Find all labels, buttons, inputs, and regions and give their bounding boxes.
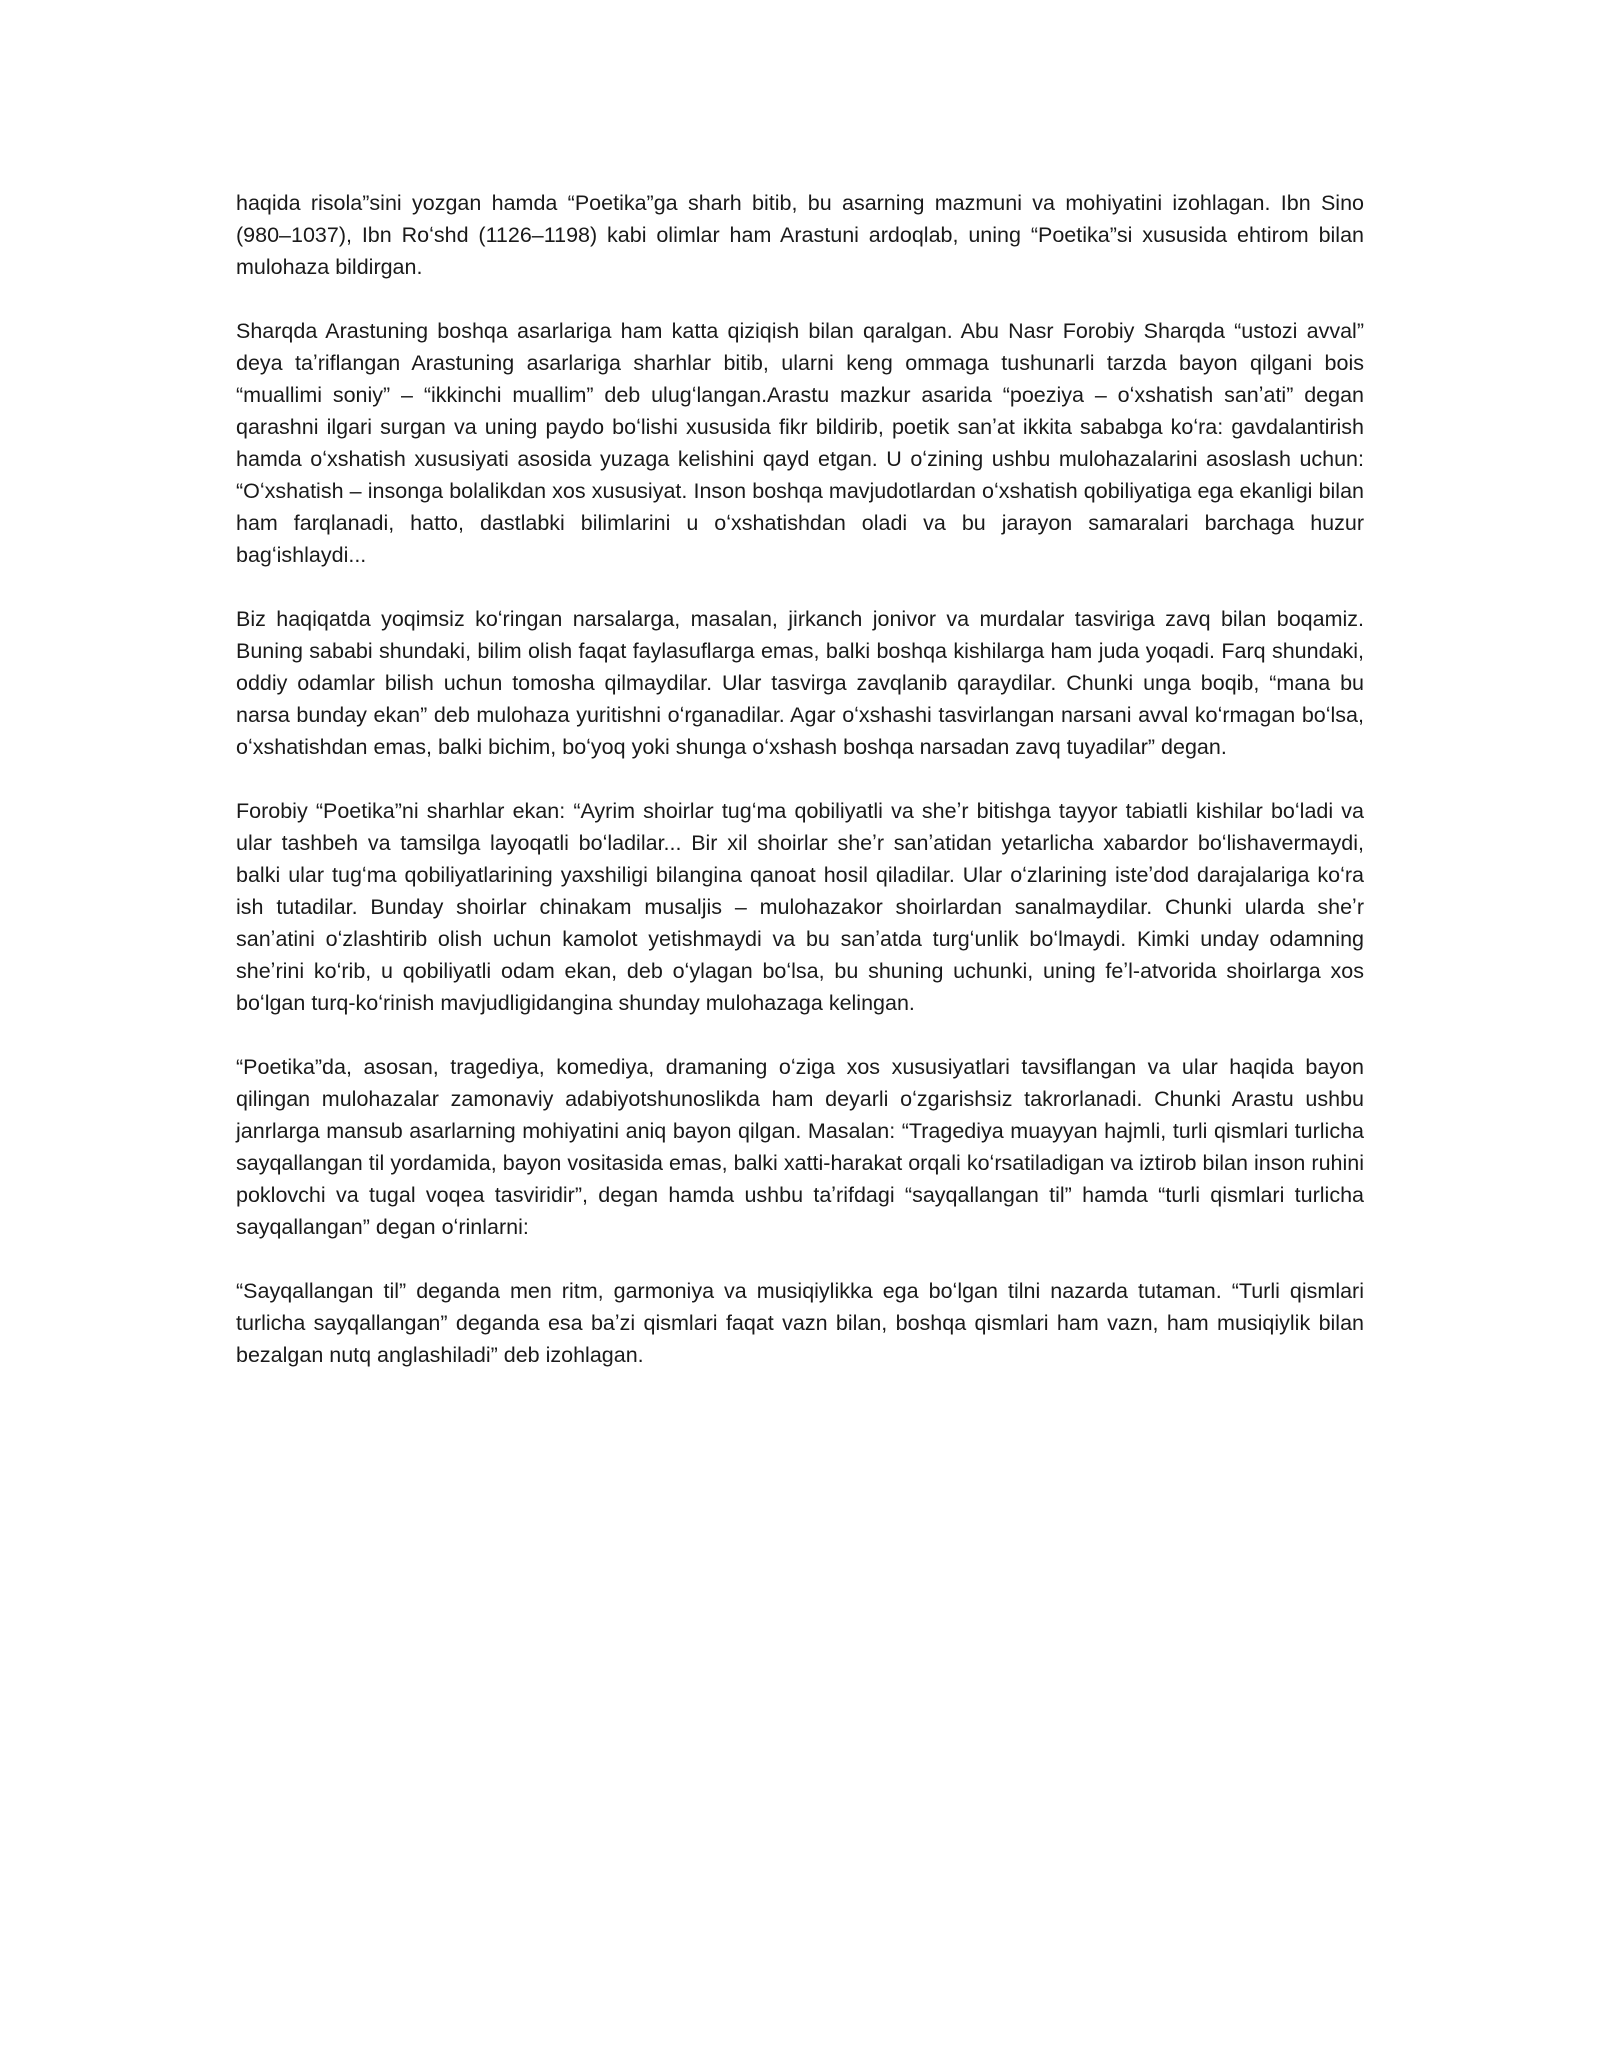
paragraph-6: “Sayqallangan til” deganda men ritm, garmoniya va musiqiylikka ega boʻlgan tilni nazarda tutaman. “Turli qismlari turlicha sayqallangan” deganda esa baʼzi qismlari faqat vazn bilan, boshqa qismlari ham vazn, ham musiqiylik bilan bezalgan nutq anglashiladi” deb izohlagan. <box>236 1279 1364 1367</box>
paragraph-1: haqida risola”sini yozgan hamda “Poetika”ga sharh bitib, bu asarning mazmuni va mohiyatini izohlagan. Ibn Sino (980–1037), Ibn Roʻshd (1126–1198) kabi olimlar ham Arastuni ardoqlab, uning “Poetika”si xususida ehtirom bilan mulohaza bildirgan. <box>236 191 1364 279</box>
paragraph-3: Biz haqiqatda yoqimsiz koʻringan narsalarga, masalan, jirkanch jonivor va murdalar tasviriga zavq bilan boqamiz. Buning sababi shundaki, bilim olish faqat faylasuflarga emas, balki boshqa kishilarga ham juda yoqadi. Farq shundaki, oddiy odamlar bilish uchun tomosha qilmaydilar. Ular tasvirga zavqlanib qaraydilar. Chunki unga boqib, “mana bu narsa bunday ekan” deb mulohaza yuritishni oʻrganadilar. Agar oʻxshashi tasvirlangan narsani avval koʻrmagan boʻlsa, oʻxshatishdan emas, balki bichim, boʻyoq yoki shunga oʻxshash boshqa narsadan zavq tuyadilar” degan. <box>236 607 1364 759</box>
paragraph-4: Forobiy “Poetika”ni sharhlar ekan: “Ayrim shoirlar tugʻma qobiliyatli va sheʼr bitishga tayyor tabiatli kishilar boʻladi va ular tashbeh va tamsilga layoqatli boʻladilar... Bir xil shoirlar sheʼr sanʼatidan yetarlicha xabardor boʻlishavermaydi, balki ular tugʻma qobiliyatlarining yaxshiligi bilangina qanoat hosil qiladilar. Ular oʻzlarining isteʼdod darajalariga koʻra ish tutadilar. Bunday shoirlar chinakam musaljis – mulohazakor shoirlardan sanalmaydilar. Chunki ularda sheʼr sanʼatini oʻzlashtirib olish uchun kamolot yetishmaydi va bu sanʼatda turgʻunlik boʻlmaydi. Kimki unday odamning sheʼrini koʻrib, u qobiliyatli odam ekan, deb oʻylagan boʻlsa, bu shuning uchunki, uning feʼl-atvorida shoirlarga xos boʻlgan turq-koʻrinish mavjudligidangina shunday mulohazaga kelingan. <box>236 799 1364 1015</box>
paragraph-5: “Poetika”da, asosan, tragediya, komediya, dramaning oʻziga xos xususiyatlari tavsiflangan va ular haqida bayon qilingan mulohazalar zamonaviy adabiyotshunoslikda ham deyarli oʻzgarishsiz takrorlanadi. Chunki Arastu ushbu janrlarga mansub asarlarning mohiyatini aniq bayon qilgan. Masalan: “Tragediya muayyan hajmli, turli qismlari turlicha sayqallangan til yordamida, bayon vositasida emas, balki xatti-harakat orqali koʻrsatiladigan va iztirob bilan inson ruhini poklovchi va tugal voqea tasviridir”, degan hamda ushbu taʼrifdagi “sayqallangan til” hamda “turli qismlari turlicha sayqallangan” degan oʻrinlarni: <box>236 1055 1364 1239</box>
paragraph-2: Sharqda Arastuning boshqa asarlariga ham katta qiziqish bilan qaralgan. Abu Nasr Forobiy Sharqda “ustozi avval” deya taʼriflangan Arastuning asarlariga sharhlar bitib, ularni keng ommaga tushunarli tarzda bayon qilgani bois “muallimi soniy” – “ikkinchi muallim” deb ulugʻlangan.Arastu mazkur asarida “poeziya – oʻxshatish sanʼati” degan qarashni ilgari surgan va uning paydo boʻlishi xususida fikr bildirib, poetik sanʼat ikkita sababga koʻra: gavdalantirish hamda oʻxshatish xususiyati asosida yuzaga kelishini qayd etgan. U oʻzining ushbu mulohazalarini asoslash uchun: “Oʻxshatish – insonga bolalikdan xos xususiyat. Inson boshqa mavjudotlardan oʻxshatish qobiliyatiga ega ekanligi bilan ham farqlanadi, hatto, dastlabki bilimlarini u oʻxshatishdan oladi va bu jarayon samaralari barchaga huzur bagʻishlaydi... <box>236 319 1364 567</box>
document-page <box>236 187 1364 1371</box>
